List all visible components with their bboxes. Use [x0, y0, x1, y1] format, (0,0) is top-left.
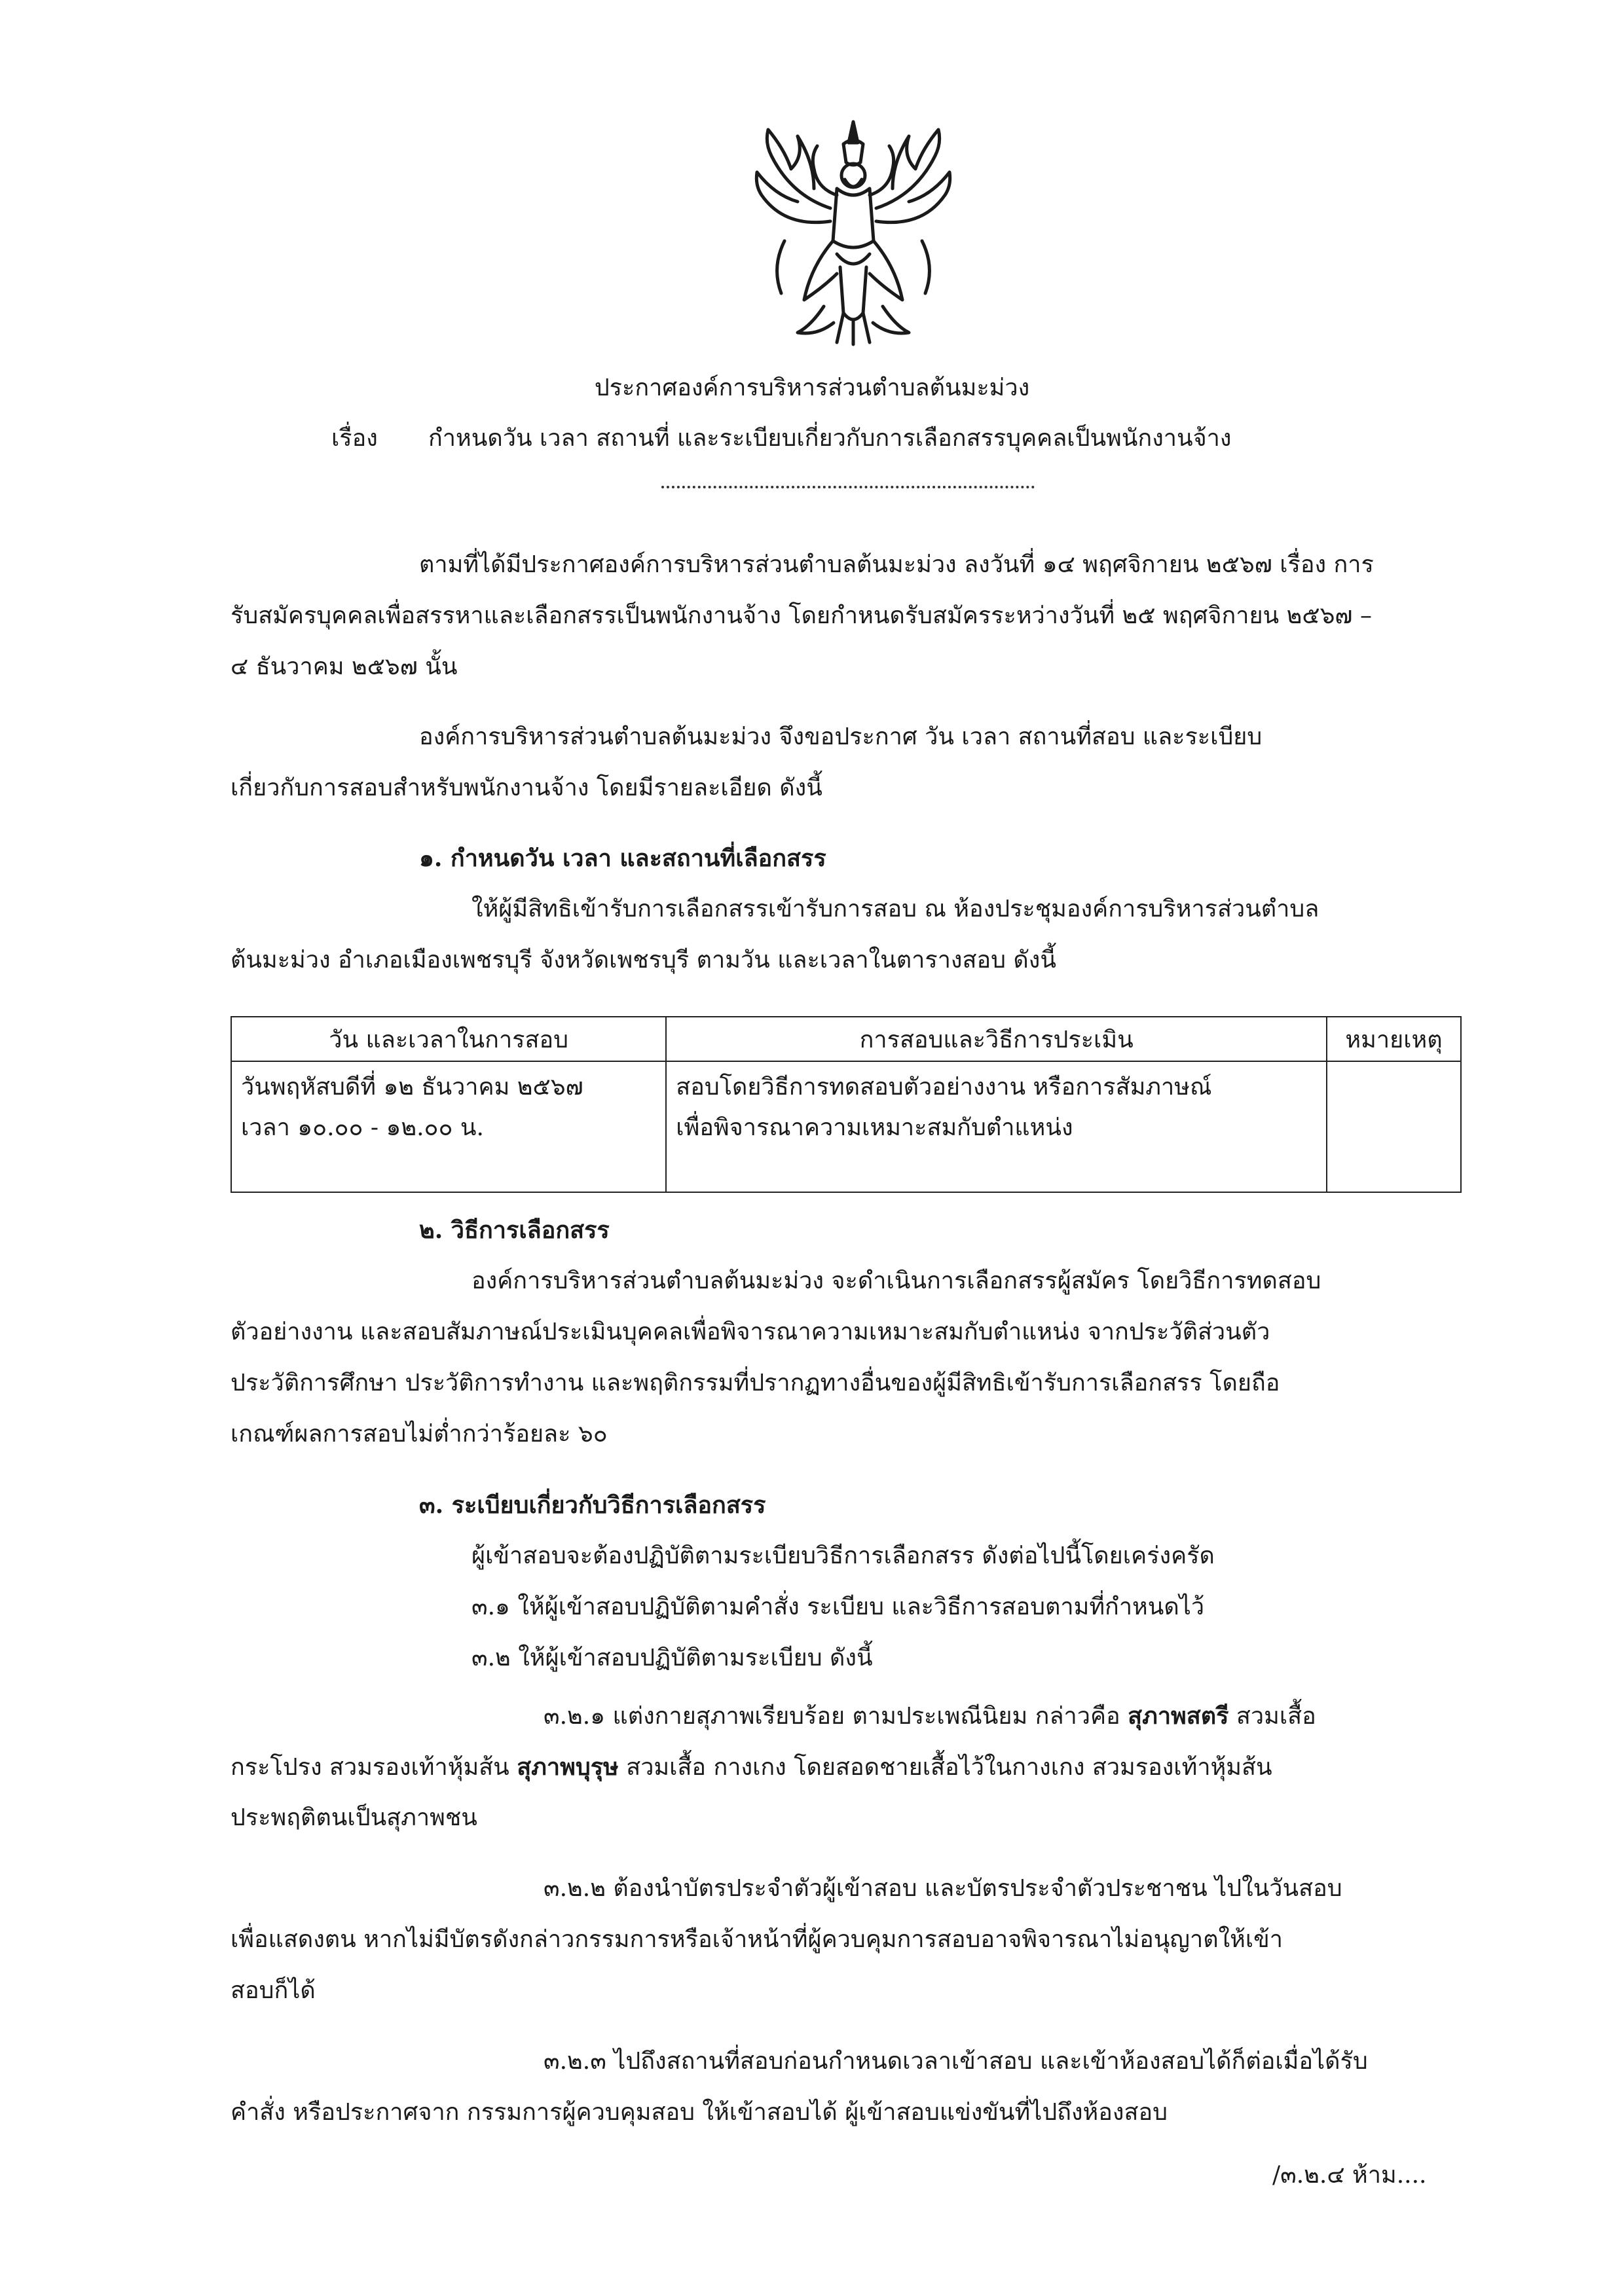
- column-header-date-time: วัน และเวลาในการสอบ: [231, 1017, 666, 1061]
- section-1-heading: ๑. กำหนดวัน เวลา และสถานที่เลือกสรร: [419, 845, 826, 872]
- intro-line-1: ตามที่ได้มีประกาศองค์การบริหารส่วนตำบลต้นมะม่วง ลงวันที่ ๑๔ พฤศจิกายน ๒๕๖๗ เรื่อง การ: [419, 551, 1374, 578]
- item-3-2-1-female-label: สุภาพสตรี: [1128, 1702, 1229, 1730]
- column-header-method: การสอบและวิธีการประเมิน: [666, 1017, 1327, 1061]
- section-3-line-1: ผู้เข้าสอบจะต้องปฏิบัติตามระเบียบวิธีการเลือกสรร ดังต่อไปนี้โดยเคร่งครัด: [471, 1542, 1215, 1569]
- section-2-line-1: องค์การบริหารส่วนตำบลต้นมะม่วง จะดำเนินการเลือกสรรผู้สมัคร โดยวิธีการทดสอบ: [471, 1267, 1321, 1294]
- section-3-item-3-1: ๓.๑ ให้ผู้เข้าสอบปฏิบัติตามคำสั่ง ระเบียบ และวิธีการสอบตามที่กำหนดไว้: [471, 1594, 1205, 1620]
- item-3-2-1-line-3: ประพฤติตนเป็นสุภาพชน: [231, 1804, 477, 1831]
- item-3-2-1-line-1: [544, 1701, 1316, 1732]
- section-1-line-1: ให้ผู้มีสิทธิเข้ารับการเลือกสรรเข้ารับการสอบ ณ ห้องประชุมองค์การบริหารส่วนตำบล: [471, 896, 1320, 922]
- exam-date: วันพฤหัสบดีที่ ๑๒ ธันวาคม ๒๕๖๗: [241, 1074, 583, 1101]
- garuda-emblem-icon: [745, 117, 961, 347]
- table-header-row: [231, 1017, 1461, 1061]
- dotted-separator: [661, 486, 1035, 488]
- item-3-2-1-line-2: [231, 1752, 1272, 1783]
- subject-text: กำหนดวัน เวลา สถานที่ และระเบียบเกี่ยวกับการเลือกสรรบุคคลเป็นพนักงานจ้าง: [428, 425, 1232, 452]
- item-3-2-2-line-1: ๓.๒.๒ ต้องนำบัตรประจำตัวผู้เข้าสอบ และบัตรประจำตัวประชาชน ไปในวันสอบ: [544, 1875, 1342, 1902]
- exam-schedule-table: [231, 1016, 1462, 1193]
- subject-line: [331, 424, 1231, 454]
- exam-method-line-1: สอบโดยวิธีการทดสอบตัวอย่างงาน หรือการสัมภาษณ์: [676, 1074, 1212, 1101]
- item-3-2-1-text-3: กระโปรง สวมรองเท้าหุ้มส้น: [231, 1754, 517, 1781]
- cell-note: [1327, 1061, 1461, 1192]
- item-3-2-1-male-label: สุภาพบุรุษ: [517, 1753, 619, 1781]
- section-2-line-3: ประวัติการศึกษา ประวัติการทำงาน และพฤติกรรมที่ปรากฏทางอื่นของผู้มีสิทธิเข้ารับการเลือกสรร โดยถือ: [231, 1370, 1280, 1396]
- section-2-heading: ๒. วิธีการเลือกสรร: [419, 1216, 610, 1244]
- item-3-2-1-text: ๓.๒.๑ แต่งกายสุภาพเรียบร้อย ตามประเพณีนิยม กล่าวคือ: [544, 1703, 1128, 1730]
- intro-line-2: รับสมัครบุคคลเพื่อสรรหาและเลือกสรรเป็นพนักงานจ้าง โดยกำหนดรับสมัครระหว่างวันที่ ๒๕ พฤศจิกายน ๒๕๖๗ –: [231, 602, 1372, 629]
- item-3-2-1-text-2: สวมเสื้อ: [1228, 1703, 1316, 1730]
- intro-line-5: เกี่ยวกับการสอบสำหรับพนักงานจ้าง โดยมีรายละเอียด ดังนี้: [231, 774, 822, 801]
- table-row: [231, 1061, 1461, 1192]
- exam-method-line-2: เพื่อพิจารณาความเหมาะสมกับตำแหน่ง: [676, 1114, 1073, 1141]
- item-3-2-2-line-3: สอบก็ได้: [231, 1977, 316, 2004]
- page-continuation: /๓.๒.๔ ห้าม....: [1272, 2162, 1427, 2189]
- exam-time: เวลา ๑๐.๐๐ - ๑๒.๐๐ น.: [241, 1114, 484, 1141]
- section-3-heading: ๓. ระเบียบเกี่ยวกับวิธีการเลือกสรร: [419, 1491, 766, 1519]
- section-3-item-3-2: ๓.๒ ให้ผู้เข้าสอบปฏิบัติตามระเบียบ ดังนี้: [471, 1645, 873, 1671]
- column-header-note: หมายเหตุ: [1327, 1017, 1461, 1061]
- cell-method: [666, 1061, 1327, 1192]
- item-3-2-3-line-1: ๓.๒.๓ ไปถึงสถานที่สอบก่อนกำหนดเวลาเข้าสอบ และเข้าห้องสอบได้ก็ต่อเมื่อได้รับ: [544, 2048, 1368, 2075]
- subject-label: เรื่อง: [331, 425, 378, 452]
- section-1-line-2: ต้นมะม่วง อำเภอเมืองเพชรบุรี จังหวัดเพชรบุรี ตามวัน และเวลาในตารางสอบ ดังนี้: [231, 947, 1056, 974]
- cell-date-time: [231, 1061, 666, 1192]
- item-3-2-1-text-4: สวมเสื้อ กางเกง โดยสอดชายเสื้อไว้ในกางเกง สวมรองเท้าหุ้มส้น: [618, 1754, 1272, 1781]
- section-2-line-4: เกณฑ์ผลการสอบไม่ต่ำกว่าร้อยละ ๖๐: [231, 1421, 608, 1448]
- item-3-2-3-line-2: คำสั่ง หรือประกาศจาก กรรมการผู้ควบคุมสอบ ให้เข้าสอบได้ ผู้เข้าสอบแข่งขันที่ไปถึงห้องสอบ: [231, 2099, 1168, 2126]
- intro-line-4: องค์การบริหารส่วนตำบลต้นมะม่วง จึงขอประกาศ วัน เวลา สถานที่สอบ และระเบียบ: [419, 723, 1263, 750]
- section-2-line-2: ตัวอย่างงาน และสอบสัมภาษณ์ประเมินบุคคลเพื่อพิจารณาความเหมาะสมกับตำแหน่ง จากประวัติส่วนตัว: [231, 1319, 1270, 1345]
- intro-line-3: ๔ ธันวาคม ๒๕๖๗ นั้น: [231, 653, 458, 680]
- announcement-title: ประกาศองค์การบริหารส่วนตำบลต้นมะม่วง: [594, 374, 1030, 401]
- item-3-2-2-line-2: เพื่อแสดงตน หากไม่มีบัตรดังกล่าวกรรมการหรือเจ้าหน้าที่ผู้ควบคุมการสอบอาจพิจารณาไม่อนุญาตให้เข้า: [231, 1926, 1283, 1953]
